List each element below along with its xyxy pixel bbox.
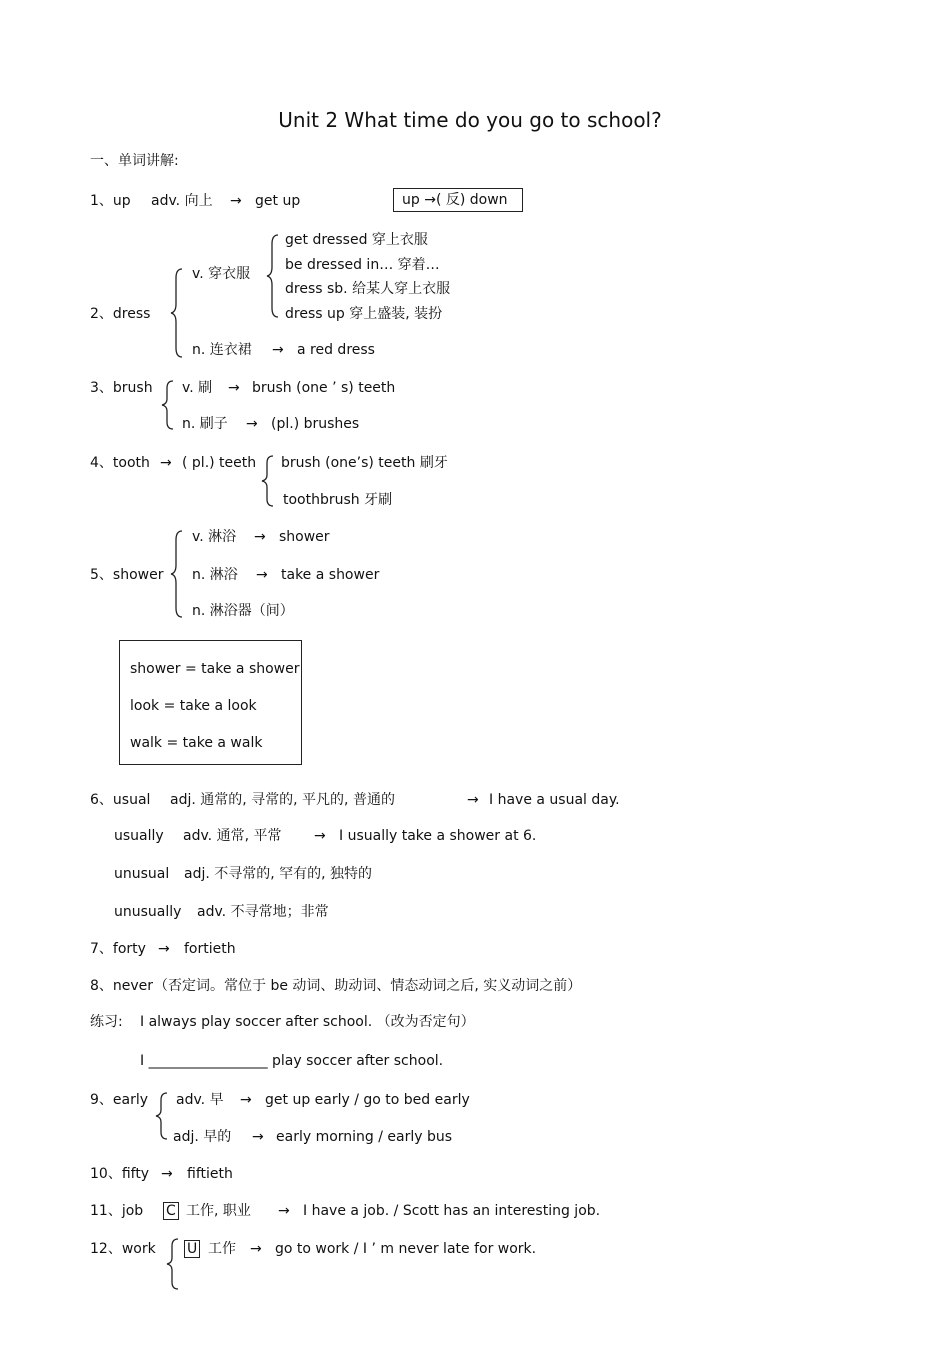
- entry-1-pos: adv. 向上: [151, 193, 213, 209]
- entry-10-example: fiftieth: [187, 1166, 233, 1182]
- entry-6-label: 6、usual: [90, 792, 151, 808]
- entry-4-sub-1: brush (one’s) teeth 刷牙: [281, 455, 448, 471]
- entry-8-label: 8、never: [90, 978, 154, 994]
- arrow-icon: →: [228, 380, 240, 396]
- entry-2-sub-3: dress sb. 给某人穿上衣服: [285, 281, 451, 297]
- entry-5-noun-example: take a shower: [281, 567, 380, 583]
- entry-6-word-3-pos: adj. 不寻常的, 罕有的, 独特的: [184, 866, 373, 882]
- entry-8-note: （否定词。常位于 be 动词、助动词、情态动词之后, 实义动词之前）: [154, 978, 582, 994]
- entry-2-noun: n. 连衣裙: [192, 342, 252, 358]
- entry-5-verb-example: shower: [279, 529, 330, 545]
- brace-icon: [266, 234, 280, 318]
- phrase-box: [119, 640, 302, 765]
- entry-5-noun: n. 淋浴: [192, 567, 238, 583]
- entry-3-noun-example: (pl.) brushes: [271, 416, 360, 432]
- entry-2-sub-1: get dressed 穿上衣服: [285, 232, 428, 248]
- countable-tag: [163, 1202, 179, 1220]
- entry-6-word-3: unusual: [114, 866, 170, 882]
- entry-5-label: 5、shower: [90, 567, 164, 583]
- entry-3-verb-example: brush (one ’ s) teeth: [252, 380, 396, 396]
- entry-9-adv: adv. 早: [176, 1092, 224, 1108]
- entry-12-meaning: 工作: [208, 1241, 236, 1257]
- entry-12-example: go to work / I ’ m never late for work.: [275, 1241, 537, 1257]
- practice-sentence: I always play soccer after school. （改为否定句）: [140, 1014, 475, 1030]
- entry-1-label: 1、up: [90, 193, 131, 209]
- entry-2-label: 2、dress: [90, 306, 151, 322]
- entry-3-verb: v. 刷: [182, 380, 213, 396]
- arrow-icon: →: [256, 567, 268, 583]
- antonym-box: [393, 188, 523, 212]
- entry-6-example: I have a usual day.: [489, 792, 620, 808]
- entry-5-noun-2: n. 淋浴器（间）: [192, 603, 294, 619]
- arrow-icon: →: [278, 1203, 290, 1219]
- entry-9-adv-example: get up early / go to bed early: [265, 1092, 470, 1108]
- brace-icon: [161, 380, 175, 430]
- brace-icon: [170, 268, 184, 358]
- entry-1-example: get up: [255, 193, 301, 209]
- entry-2-verb: v. 穿衣服: [192, 266, 251, 282]
- phrase-2: look = take a look: [130, 698, 257, 714]
- phrase-1: shower = take a shower: [130, 661, 300, 677]
- uncountable-tag-text: U: [184, 1240, 200, 1258]
- entry-9-adj: adj. 早的: [173, 1129, 232, 1145]
- brace-icon: [261, 455, 275, 507]
- arrow-icon: →: [160, 455, 172, 471]
- arrow-icon: →: [250, 1241, 262, 1257]
- phrase-3: walk = take a walk: [130, 735, 263, 751]
- arrow-icon: →: [161, 1166, 173, 1182]
- entry-6-word-4: unusually: [114, 904, 182, 920]
- entry-6-word-4-pos: adv. 不寻常地；非常: [197, 904, 329, 920]
- entry-12-label: 12、work: [90, 1241, 156, 1257]
- page-title: Unit 2 What time do you go to school?: [278, 108, 662, 132]
- entry-4-sub-2: toothbrush 牙刷: [283, 492, 393, 508]
- arrow-icon: →: [272, 342, 284, 358]
- arrow-icon: →: [246, 416, 258, 432]
- arrow-icon: →: [240, 1092, 252, 1108]
- antonym-text: up →( 反) down: [402, 192, 508, 208]
- brace-icon: [170, 530, 184, 618]
- practice-label: 练习:: [90, 1014, 123, 1030]
- countable-tag-text: C: [163, 1202, 179, 1220]
- entry-4-label: 4、tooth: [90, 455, 150, 471]
- entry-5-verb: v. 淋浴: [192, 529, 237, 545]
- entry-2-sub-4: dress up 穿上盛装, 装扮: [285, 306, 443, 322]
- brace-icon: [155, 1092, 169, 1140]
- section-heading: 一、单词讲解:: [90, 153, 179, 169]
- entry-11-example: I have a job. / Scott has an interesting job.: [303, 1203, 601, 1219]
- entry-11-label: 11、job: [90, 1203, 144, 1219]
- uncountable-tag: [184, 1240, 200, 1258]
- arrow-icon: →: [252, 1129, 264, 1145]
- entry-6-word-2: usually: [114, 828, 164, 844]
- entry-6-adj: adj. 通常的, 寻常的, 平凡的, 普通的: [170, 792, 395, 808]
- brace-icon: [166, 1238, 180, 1290]
- arrow-icon: →: [254, 529, 266, 545]
- entry-9-label: 9、early: [90, 1092, 149, 1108]
- entry-10-label: 10、fifty: [90, 1166, 150, 1182]
- entry-3-label: 3、brush: [90, 380, 153, 396]
- arrow-icon: →: [230, 193, 242, 209]
- entry-9-adj-example: early morning / early bus: [276, 1129, 453, 1145]
- arrow-icon: →: [314, 828, 326, 844]
- entry-11-meaning: 工作, 职业: [186, 1203, 251, 1219]
- entry-4-plural: ( pl.) teeth: [182, 455, 257, 471]
- entry-2-sub-2: be dressed in… 穿着…: [285, 257, 440, 273]
- entry-6-word-2-example: I usually take a shower at 6.: [339, 828, 537, 844]
- entry-3-noun: n. 刷子: [182, 416, 228, 432]
- entry-7-example: fortieth: [184, 941, 236, 957]
- entry-7-label: 7、forty: [90, 941, 146, 957]
- entry-2-noun-example: a red dress: [297, 342, 375, 358]
- arrow-icon: →: [158, 941, 170, 957]
- arrow-icon: →: [467, 792, 479, 808]
- practice-answer-line: I _________________ play soccer after school.: [140, 1053, 444, 1069]
- entry-6-word-2-pos: adv. 通常, 平常: [183, 828, 282, 844]
